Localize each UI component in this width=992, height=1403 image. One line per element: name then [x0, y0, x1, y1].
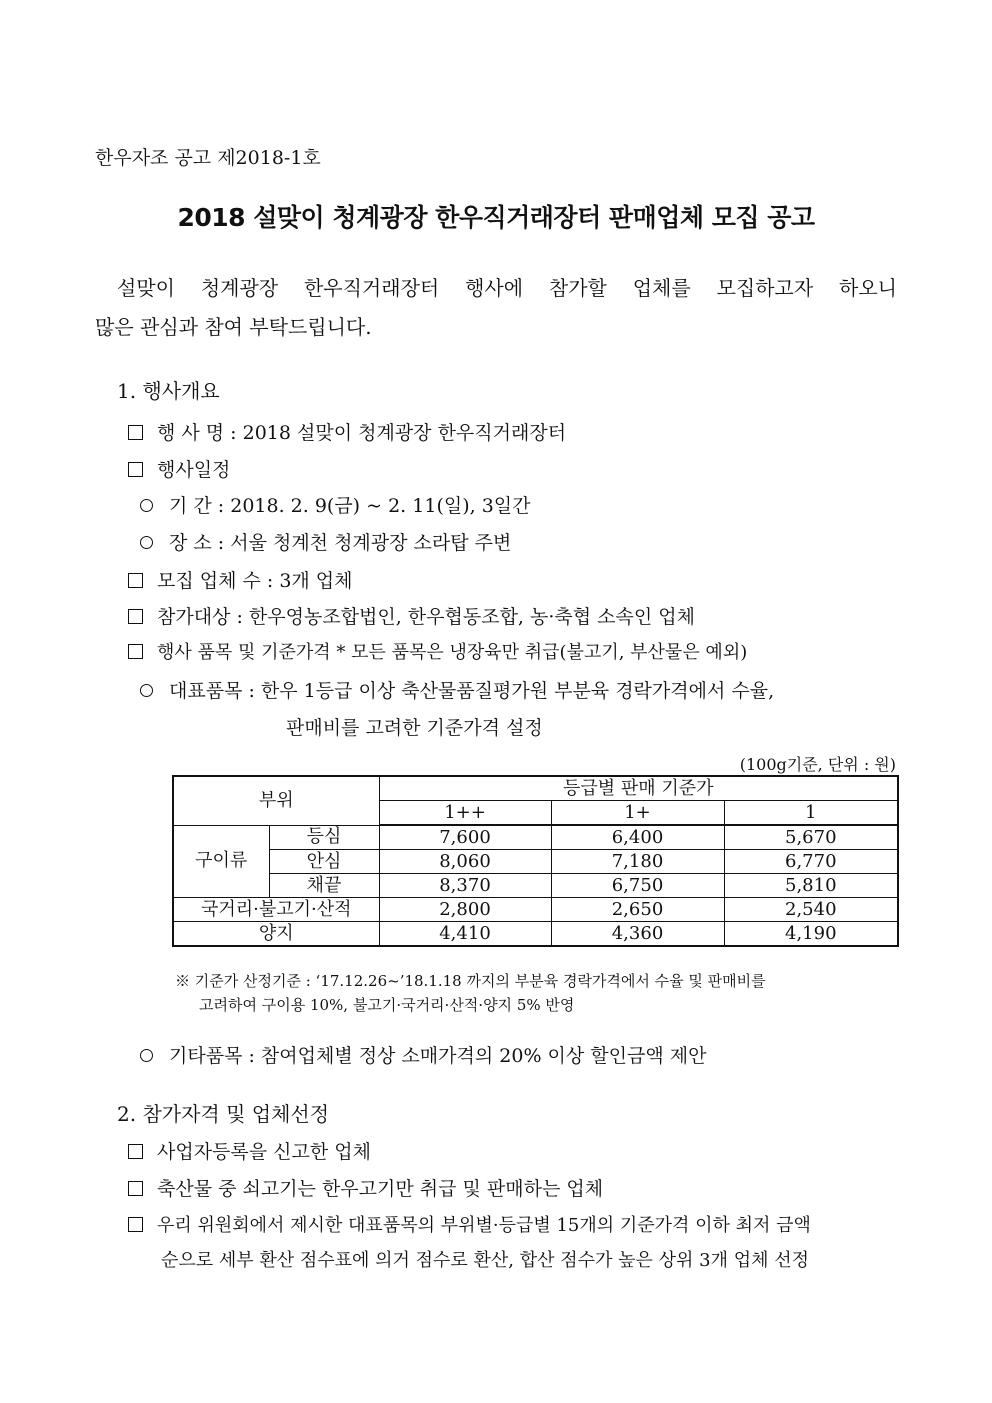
header-grade-group: 등급별 판매 기준가: [379, 776, 898, 801]
qualification-text-3-cont: 순으로 세부 환산 점수표에 의거 점수로 환산, 합산 점수가 높은 상위 3개 업체 선정: [161, 1250, 809, 1271]
qualification-text-2: 축산물 중 쇠고기는 한우고기만 취급 및 판매하는 업체: [157, 1178, 604, 1200]
price-cell: 5,670: [724, 825, 898, 850]
intro-text-line-2: 많은 관심과 참여 부탁드립니다.: [95, 315, 372, 339]
table-row: [173, 850, 898, 874]
other-items-item: [140, 1041, 706, 1068]
price-cell: 2,650: [551, 898, 724, 922]
checkbox-square-icon: [128, 425, 143, 440]
intro-text-line-1: 설맞이 청계광장 한우직거래장터 행사에 참가할 업체를 모집하고자 하오니: [117, 276, 897, 300]
circle-bullet-icon: [140, 684, 153, 697]
schedule-text: 행사일정: [157, 459, 231, 481]
table-row: [173, 825, 898, 850]
document-number: 한우자조 공고 제2018-1호: [95, 147, 321, 169]
header-grade-1pp: 1++: [379, 801, 551, 826]
circle-bullet-icon: [140, 536, 153, 549]
part-name: 국거리·불고기·산적: [173, 898, 379, 922]
recruit-count-item: [128, 566, 353, 593]
period-text: 기 간 : 2018. 2. 9(금) ~ 2. 11(일), 3일간: [169, 495, 531, 517]
section-1-heading: 1. 행사개요: [117, 379, 220, 403]
price-cell: 2,540: [724, 898, 898, 922]
eligible-text: 참가대상 : 한우영농조합법인, 한우협동조합, 농·축협 소속인 업체: [157, 606, 695, 628]
items-text: 행사 품목 및 기준가격 * 모든 품목은 냉장육만 취급(불고기, 부산물은 예외): [157, 642, 748, 663]
eligible-item: [128, 602, 695, 629]
price-cell: 4,190: [724, 922, 898, 947]
schedule-item: [128, 455, 230, 482]
place-text: 장 소 : 서울 청계천 청계광장 소라탑 주변: [169, 532, 512, 554]
qualification-item-3: [128, 1211, 811, 1237]
other-items-text: 기타품목 : 참여업체별 정상 소매가격의 20% 이상 할인금액 제안: [169, 1045, 707, 1067]
checkbox-square-icon: [128, 644, 143, 659]
price-cell: 6,770: [724, 850, 898, 874]
part-name: 안심: [269, 850, 379, 874]
group-label: 구이류: [173, 825, 269, 898]
price-cell: 4,410: [379, 922, 551, 947]
period-item: [140, 491, 531, 518]
price-cell: 8,060: [379, 850, 551, 874]
items-item: [128, 638, 747, 664]
price-basis-note-cont: 고려하여 구이용 10%, 불고기·국거리·산적·양지 5% 반영: [199, 996, 575, 1014]
price-basis-note: ※ 기준가 산정기준 : ‘17.12.26~’18.1.18 까지의 부분육 경락가격에서 수율 및 판매비를: [175, 972, 766, 990]
page-title: 2018 설맞이 청계광장 한우직거래장터 판매업체 모집 공고: [177, 203, 815, 232]
table-row: [173, 898, 898, 922]
qualification-item-2: [128, 1174, 603, 1201]
main-items-text-cont: 판매비를 고려한 기준가격 설정: [286, 717, 543, 739]
event-name-item: [128, 418, 566, 445]
table-row: [173, 922, 898, 947]
price-cell: 7,180: [551, 850, 724, 874]
table-row: [173, 874, 898, 898]
checkbox-square-icon: [128, 1144, 143, 1159]
qualification-text-3: 우리 위원회에서 제시한 대표품목의 부위별·등급별 15개의 기준가격 이하 최저 금액: [157, 1215, 811, 1236]
place-item: [140, 528, 511, 555]
price-cell: 7,600: [379, 825, 551, 850]
part-name: 양지: [173, 922, 379, 947]
checkbox-square-icon: [128, 1217, 143, 1232]
qualification-text-1: 사업자등록을 신고한 업체: [157, 1141, 371, 1163]
qualification-item-1: [128, 1137, 371, 1164]
recruit-count-text: 모집 업체 수 : 3개 업체: [157, 570, 353, 592]
price-table: [172, 775, 899, 947]
event-name-text: 행 사 명 : 2018 설맞이 청계광장 한우직거래장터: [157, 422, 567, 444]
price-cell: 2,800: [379, 898, 551, 922]
checkbox-square-icon: [128, 462, 143, 477]
header-part: 부위: [173, 776, 379, 825]
checkbox-square-icon: [128, 1181, 143, 1196]
header-grade-1p: 1+: [551, 801, 724, 826]
checkbox-square-icon: [128, 609, 143, 624]
main-items-text: 대표품목 : 한우 1등급 이상 축산물품질평가원 부분육 경락가격에서 수율,: [169, 680, 775, 702]
price-cell: 5,810: [724, 874, 898, 898]
price-cell: 4,360: [551, 922, 724, 947]
part-name: 등심: [269, 825, 379, 850]
price-cell: 6,400: [551, 825, 724, 850]
section-2-heading: 2. 참가자격 및 업체선정: [117, 1102, 330, 1126]
price-cell: 8,370: [379, 874, 551, 898]
circle-bullet-icon: [140, 1049, 153, 1062]
price-cell: 6,750: [551, 874, 724, 898]
main-items-item: [140, 676, 774, 703]
checkbox-square-icon: [128, 573, 143, 588]
circle-bullet-icon: [140, 499, 153, 512]
header-grade-1: 1: [724, 801, 898, 826]
unit-label: (100g기준, 단위 : 원): [739, 755, 896, 774]
part-name: 채끝: [269, 874, 379, 898]
